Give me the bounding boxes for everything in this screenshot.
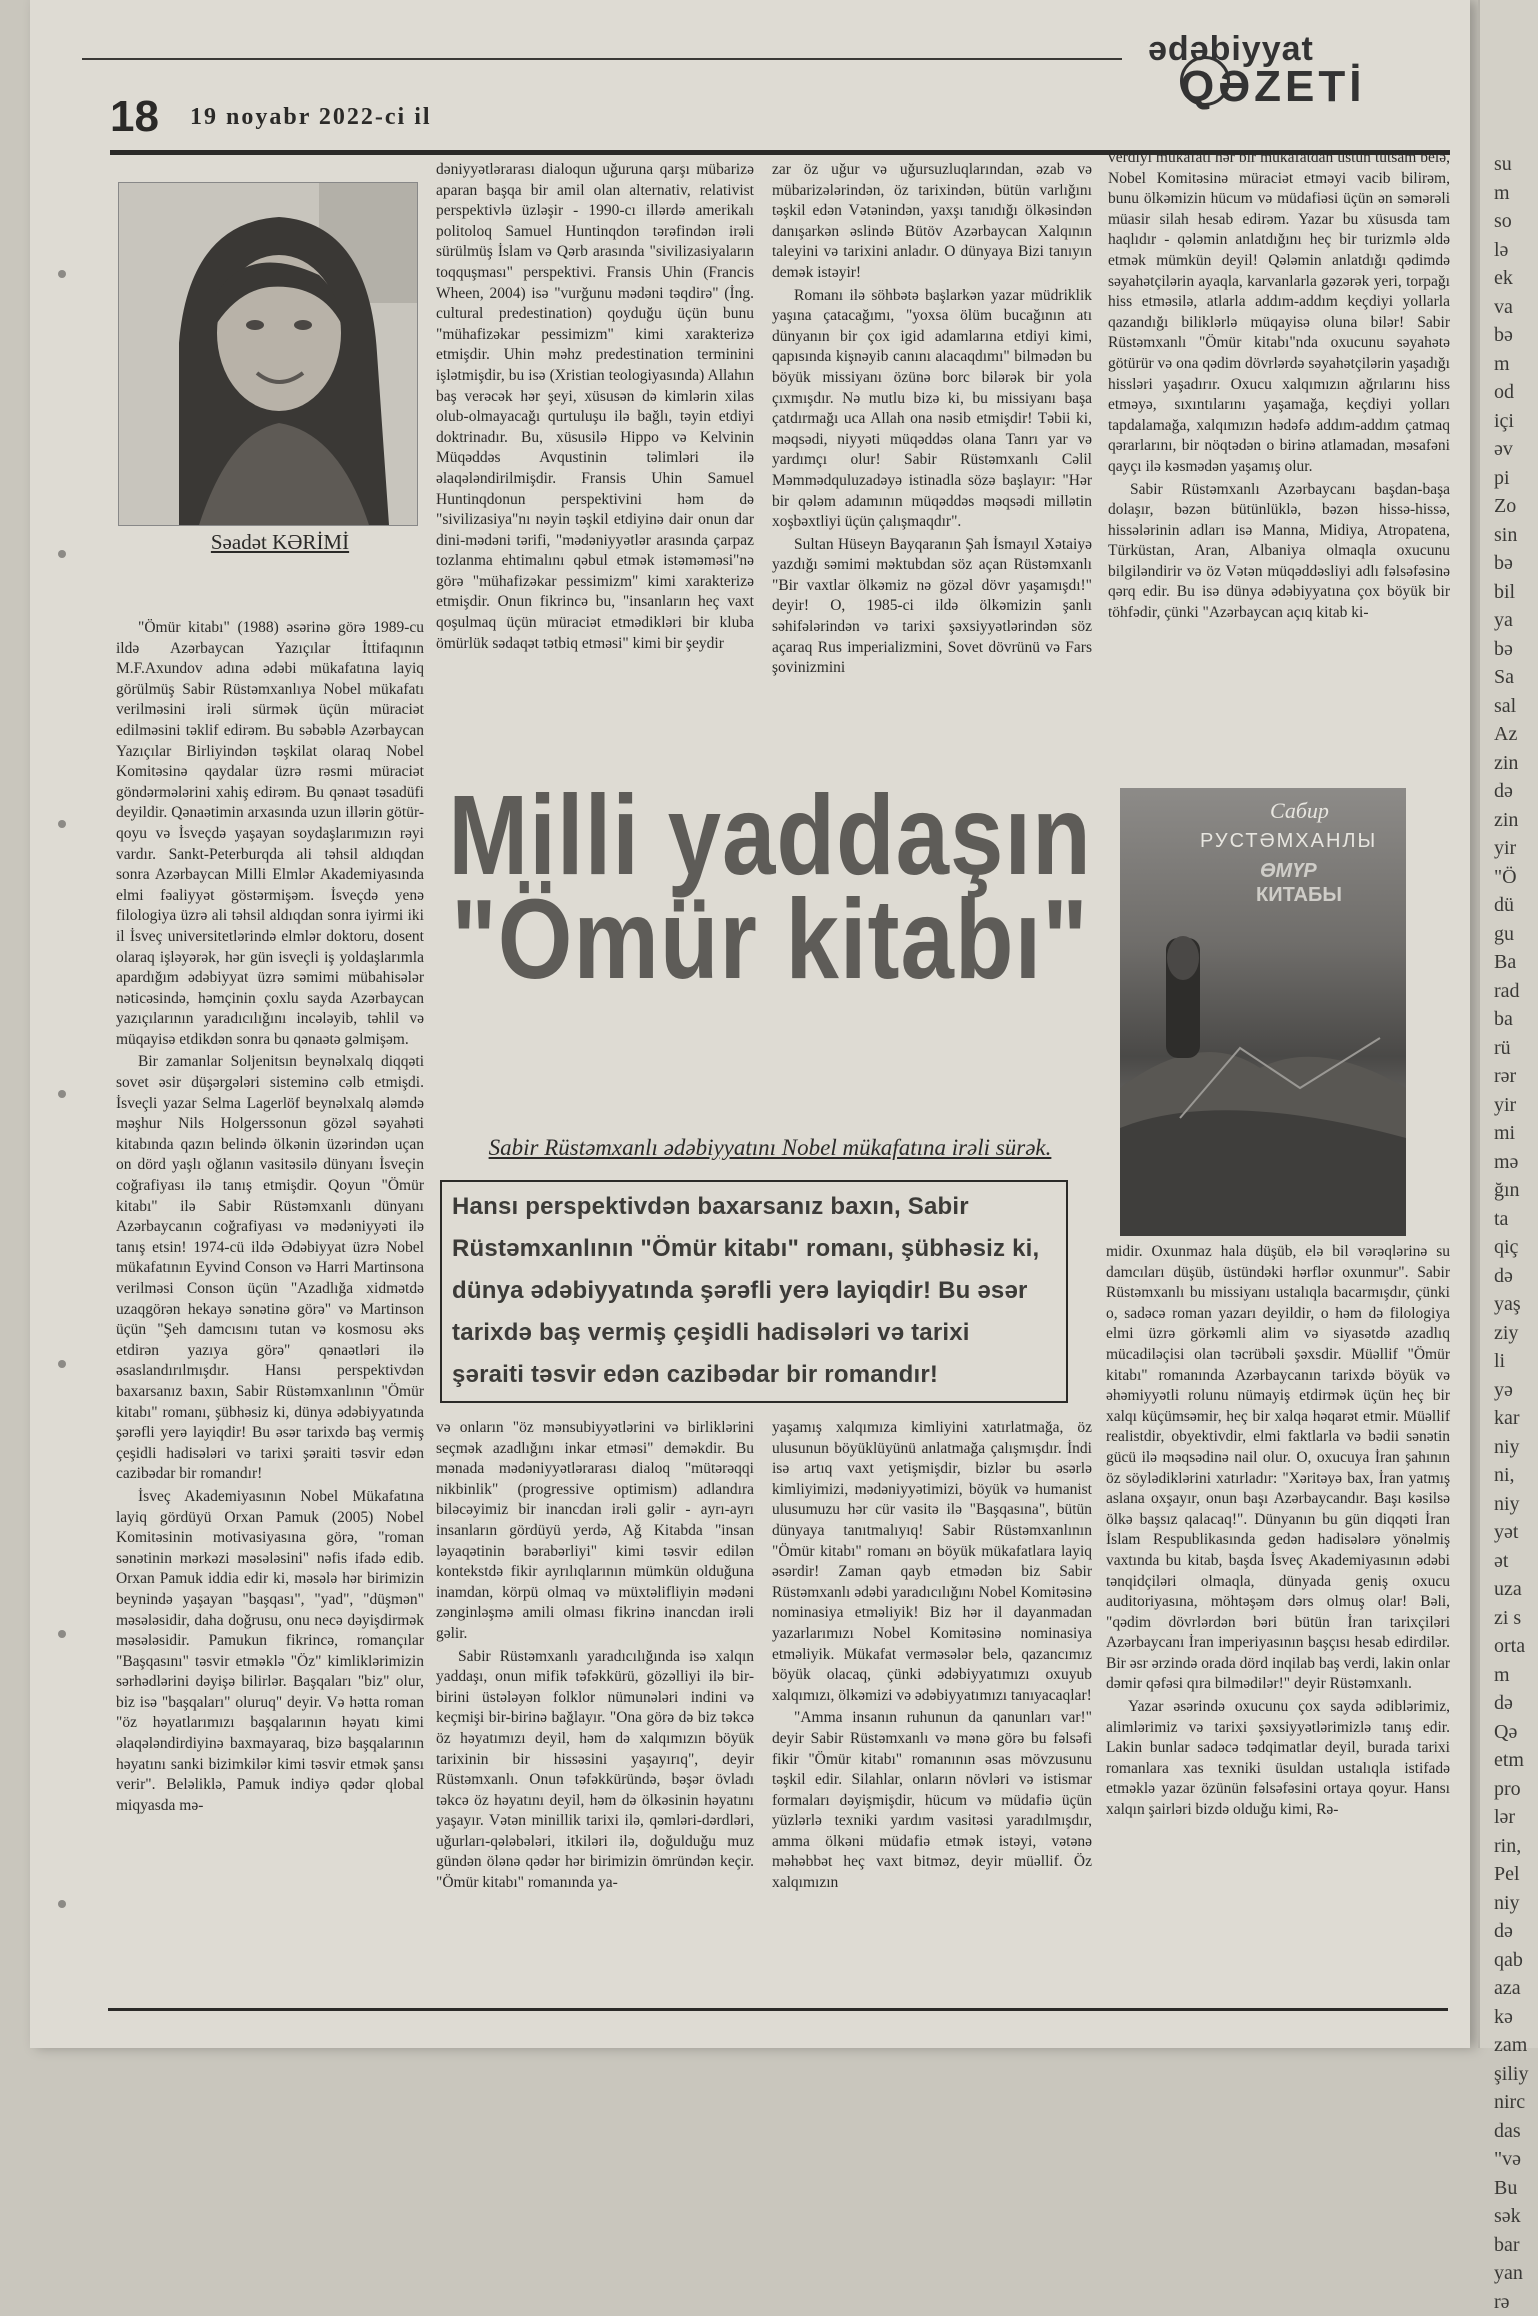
paragraph: yaşamış xalqımıza kimliyini xatırlatmağa, öz ulusunun böyüklüyünü anlatmağa çalışmışdır. İndi isə artıq vaxt yetişmişdir, bizlər bu əsərlə kimliyimizi, mədəniyyətimizi, böyük və humanist ulusumuzu hər cür vasitə ilə "Başqasına", bütün dünyaya tanıtmalıyıq! Sabir Rüstəmxanlının "Ömür kitabı" romanı ən böyük mükafatlara layiq əsərdir! Zaman qayb etmədən biz Sabir Rüstəmxanlı ədəbi yaradıcılığını Nobel Komitəsinə nominasiya etməliyik! Biz hər il dayanmadan yazarlarımızı Nobel Komitəsinə nominasiya etməliyik. Mükafat verməsələr belə, qazancımız böyük olacaq, çünki ədəbiyyatımızı oxuyub xalqımızı, ölkəmizi və ədəbiyyatımızı tanıyacaqlar! — [772, 1418, 1092, 1706]
next-page-fragment: bar — [1480, 2231, 1538, 2260]
next-page-fragment: rin, — [1480, 1832, 1538, 1861]
next-page-fragment: etm — [1480, 1746, 1538, 1775]
paragraph: İsveç Akademiyasının Nobel Mükafatına layiq gördüyü Orxan Pamuk (2005) Nobel Komitəsinin motivasiyasına görə, "roman sənətinin mərkəzi məsələsini" nəfis ifadə edib. Orxan Pamuk iddia edir ki, məsələ hər birimizin beynində yaşayan "başqası", "yad", "düşmən" məsələsidir, daha doğrusu, onu necə dəyişdirmək məsələsidir. Pamukun fikrincə, romançılar "Başqasını" təsvir etməklə "Öz" kimliklərimizin sərhədlərini dəyişə bilirlər. Başqaları "biz" olur, biz isə "başqaları" oluruq" deyir. Və hətta roman "öz həyatlarımızı başqalarının həyatı kimi əlaqələndirdiyinə baxmayaraq, bizə başqalarının həyatını sanki bizimkilər kimi təsvir etmək şansı verir". Beləliklə, Pamuk indiyə qədər qlobal miqyasda mə- — [116, 1487, 424, 1817]
next-page-fragment: zam — [1480, 2031, 1538, 2060]
binding-hole-icon — [58, 1900, 66, 1908]
next-page-fragment: rə — [1480, 2288, 1538, 2316]
column-4-top — [1108, 148, 1450, 778]
next-page-fragment: yir — [1480, 1091, 1538, 1120]
next-page-fragment: sal — [1480, 692, 1538, 721]
issue-date: 19 noyabr 2022-ci il — [190, 104, 432, 131]
next-page-fragment: mi — [1480, 1119, 1538, 1148]
paragraph: "Amma insanın ruhunun da qanunları var!" deyir Sabir Rüstəmxanlı və mənə görə bu fəlsəfi fikir "Ömür kitabı" romanının əsas mövzusunu təşkil edir. Silahlar, onların növləri və istismar formaları dəyişmişdir, hücum və müdafiə üçün yüzlərlə texniki yardım vasitəsi yaradılmışdır, amma ölkəni müdafiə etmək istəyi, vətənə məhəbbət heç vaxt bitməz, deyir müəllif. Öz xalqımızın — [772, 1708, 1092, 1893]
next-page-fragment: bə — [1480, 321, 1538, 350]
paragraph: verdiyi mükafatı hər bir mükafatdan üstün tutsam belə, Nobel Komitəsinə müraciət etməyi vacib bilirəm, bunu ölkəmizin hücum və müdafiəsi üçün ən səmərəli müasir silah hesab edirəm. Yazar bu xüsusda tam haqlıdır - qələmin anlatdığını heç bir turizmlə əldə etmək mümkün deyil! Qələmin anlatdığı qədimdə səyahətçilərin ayaqla, karvanlarla gəzərək yeri, torpağı hiss etməsilə, atlarla addım-addım keçdiyi yollarla qazandığı biliklərlə müqayisə oluna bilər! Sabir Rüstəmxanlı "Ömür kitabı"nda oxucunu səyahətə götürür və ona qədim dövrlərdə səyahətçilərin yaşadığı hissləri yaşadırır. Oxucu xalqımızın ağrılarını hiss etməyə, sıxıntılarını yaşamağa, keçdiyi yolları tapdalamağa, xalqımızın hədəfə addım-addım çatmaq qərarlarını, bir nöqtədən o birinə atlamadan, məsafəni qayçı ilə kəsmədən yaşamış olur. — [1108, 148, 1450, 478]
next-page-fragment: aza — [1480, 1974, 1538, 2003]
next-page-fragment: ya — [1480, 606, 1538, 635]
lead-line: dünya ədəbiyyatında şərəfli yerə layiqdir! Bu əsər — [452, 1270, 1056, 1312]
next-page-fragment: yir — [1480, 834, 1538, 863]
binding-hole-icon — [58, 550, 66, 558]
next-page-fragment: m — [1480, 1661, 1538, 1690]
next-page-fragment: niy — [1480, 1433, 1538, 1462]
next-page-fragment: das — [1480, 2117, 1538, 2146]
paragraph: Bir zamanlar Soljenitsın beynəlxalq diqqəti sovet əsir düşərgələri sisteminə cəlb etmişdi. İsveçli yazar Selma Lagerlöf beynəlxalq aləmdə məşhur Nils Holgerssonun gözəl səyahəti kitabında qazın belində ölkənin üzərindən uçan on dörd yaşlı oğlanın vasitəsilə dünyanı İsveçin coğrafiyası ilə tanış etmişdir. Qoyun "Ömür kitabı" ilə Sabir Rüstəmxanlı dünyanı Azərbaycanın coğrafiyası və mədəniyyəti ilə tanış etsin! 1974-cü ildə Ədəbiyyat üzrə Nobel mükafatının Eyvind Conson və Harri Martinsona verilməsi Conson üçün "Azadlığa xidmətdə uzaqgörən hekayə sənətinə görə" və Martinson üçün "Şeh damcısını tutan və kosmosu əks etdirən yazıya görə" qənaətləri ilə əsaslandırılmışdır. Hansı perspektivdən baxarsanız baxın, Sabir Rüstəmxanlının "Ömür kitabı" romanı, şübhəsiz ki, dünya ədəbiyyatında şərəfli yerə layiqdir! Bu əsər tarixdə baş vermiş çeşidli hadisələri və tarixi şəraiti təsvir edən cazibədar bir romandır! — [116, 1052, 424, 1484]
next-page-fragment: Zo — [1480, 492, 1538, 521]
next-page-fragment: "və — [1480, 2145, 1538, 2174]
next-page-fragment: rü — [1480, 1034, 1538, 1063]
book-title-3: КИТАБЫ — [1256, 884, 1342, 907]
next-page-fragment: orta — [1480, 1632, 1538, 1661]
next-page-fragment: va — [1480, 293, 1538, 322]
paragraph: dəniyyətlərarası dialoqun uğuruna qarşı mübarizə aparan başqa bir amil olan alternativ, relativist perspektivlə üzləşir - 1990-cı illərdə amerikalı politoloq Samuel Huntinqdon tərəfindən irəli sürülmüş İslam və Qərb arasında "sivilizasiyaların toqquşması" perspektivi. Fransis Uhin (Francis Wheen, 2004) isə "vurğunu mədəni təqdirə" (İng. cultural predestination) qoyduğu üçün bunu "mühafizəkar pessimizm" kimi xarakterizə etmişdir. Uhin məhz predestination terminini işlətmişdir, bu isə (Xristian teologiyasında) Allahın baş verəcək hər şeyi, xüsusən də kimlərin xilas olub-olmayacağı qurtuluşu ilə bağlı, təyin etdiyi doktrinadır. Bu, xüsusilə Hippo və Kelvinin Müqəddəs Avqustinin təlimləri ilə əlaqələndirilmişdir. Fransis Uhin Samuel Huntinqdonun perspektivini həm də "sivilizasiya"nı nəyin təşkil etdiyinə dair onun dar dini-mədəni tərifi, "mədəniyyətlər arasında çarpaz tozlanma ehtimalını qəbul etmək istəməməsi"nə görə "mühafizəkar pessimizm" kimi xarakterizə etmişdir. Onun fikrincə bu, "insanların heç vaxt qoşulmaq üçün müraciət etmədikləri bir kluba ömürlük sədaqət tətbiq etməsi" kimi bir şeydir — [436, 160, 754, 654]
next-page-fragment: qiç — [1480, 1233, 1538, 1262]
next-page-fragment: rad — [1480, 977, 1538, 1006]
next-page-fragment: ğın — [1480, 1176, 1538, 1205]
next-page-fragment: yan — [1480, 2259, 1538, 2288]
next-page-fragment: gu — [1480, 920, 1538, 949]
newspaper-page — [30, 0, 1470, 2048]
next-page-fragment: qab — [1480, 1946, 1538, 1975]
next-page-fragment: od — [1480, 378, 1538, 407]
next-page-fragment: sək — [1480, 2202, 1538, 2231]
next-page-fragment: də — [1480, 1262, 1538, 1291]
next-page-fragment: ta — [1480, 1205, 1538, 1234]
paragraph: Sabir Rüstəmxanlı yaradıcılığında isə xalqın yaddaşı, onun mifik təfəkkürü, gözəlliyi ilə bir-birini üstələyən folklor nümunələri indini və keçmişi bir-birinə bağlayır. "Ona görə də biz təkcə öz həyatımızı deyil, həm də xalqımızın böyük tarixinin bir hissəsini yaşayırıq", deyir Rüstəmxanlı. Onun təfəkküründə, bəşər övladı təkcə öz həyatını deyil, həm də ölkəsinin həyatını yaşayır. Vətən minillik tarixi ilə, qəmləri-dərdləri, uğurları-qələbələri, itkiləri ilə, doğulduğu muz gündən ölənə qədər hər birimizin ömründən keçir. "Ömür kitabı" romanında ya- — [436, 1647, 754, 1894]
next-page-fragment: kə — [1480, 2003, 1538, 2032]
column-4-bottom — [1106, 1242, 1450, 2010]
next-page-fragment: əv — [1480, 435, 1538, 464]
next-page-fragment: Pel — [1480, 1860, 1538, 1889]
next-page-fragment: Qə — [1480, 1718, 1538, 1747]
paragraph: midir. Oxunmaz hala düşüb, elə bil vərəqlərinə su damcıları düşüb, üstündəki hərflər oxunmur". Sabir Rüstəmxanlı bu missiyanı ustalıqla bacarmışdır, çünki o, sadəcə roman yazarı deyildir, o həm də filologiya elmi üzrə görkəmli alim və siyasətdə azadlıq mücadiləçisi olan təcrübəli şəxsdir. Müəllif "Ömür kitabı" romanında Azərbaycanın tarixdə böyük və əhəmiyyətli rolunu nümayiş etdirmək üçün heç bir xalqı küçümsəmir, heç bir xalqa həqarət etmir. Müəllif realistdir, obyektivdir, elmi faktlarla və bədii sənətin gücü ilə məqsədinə nail olur. O, oxucuya İran şahının öz söylədiklərini xatırladır: "Xəritəyə bax, İran yatmış aslana oxşayır, onun başı Azərbaycandır. Başı kəsilsə ölkə başsız qalacaq!". Dünyanın bu gün diqqəti İran İslam Respublikasında gedən hadisələrə yönəlmiş vaxtında bu kitab, başda İsveç Akademiyasının ədəbi tənqidçiləri olmaqla, dünyada geniş oxucu auditoriyasına, möhtəşəm dərs olmuş olar! Bəli, "qədim dövrlərdən bəri bütün İran tarixçiləri Azərbaycanı İran imperiyasının başçısı hesab edirdilər. Bir əsr ərzində orada dörd inqilab baş verdi, lakin onlar dəmir qəfəsi qıra bilmədilər!" deyir Rüstəmxanlı. — [1106, 1242, 1450, 1695]
column-3-top — [772, 160, 1092, 800]
book-author: Сабир — [1270, 798, 1329, 824]
next-page-fragment: sin — [1480, 521, 1538, 550]
next-page-fragment: bə — [1480, 635, 1538, 664]
bottom-rule — [108, 2008, 1448, 2011]
author-name: Səadət KƏRİMİ — [180, 530, 380, 555]
next-page-fragment: zin — [1480, 806, 1538, 835]
next-page-fragment: nirc — [1480, 2088, 1538, 2117]
next-page-fragment: də — [1480, 777, 1538, 806]
next-page-fragment: yə — [1480, 1376, 1538, 1405]
lead-line: tarixdə baş vermiş çeşidli hadisələri və tarixi — [452, 1312, 1056, 1354]
next-page-fragment: ek — [1480, 264, 1538, 293]
top-rule — [82, 58, 1122, 60]
paragraph: zar öz uğur və uğursuzluqlarından, əzab və mübarizələrindən, öz tarixindən, bütün varlığını təşkil edən Vətənindən, yaxşı tanıdığı ölkəsindən danışarkən əslində Bütöv Azərbaycan Xalqının taleyini və tarixini anladır. O dünyaya Bizi tanıyın demək istəyir! — [772, 160, 1092, 284]
author-portrait-icon — [119, 183, 417, 525]
lead-line: Hansı perspektivdən baxarsanız baxın, Sabir — [452, 1186, 1056, 1228]
next-page-fragment: lər — [1480, 1803, 1538, 1832]
column-2-bottom — [436, 1418, 754, 2006]
lead-line: şəraiti təsvir edən cazibədar bir romandır! — [452, 1354, 1056, 1396]
binding-hole-icon — [58, 270, 66, 278]
paragraph: Sultan Hüseyn Bayqaranın Şah İsmayıl Xətaiyə yazdığı səmimi məktubdan söz açan Rüstəmxanlı "Bir vaxtlar ölkəmiz nə gözəl dövr yaşamışdı!" deyir! O, 1985-ci ildə ölkəmizin şanlı səhifələrindən və tarixi şəxsiyyətlərindən söz açaraq Rus imperializmini, Sovet dövrünü və Fars şovinizmini — [772, 535, 1092, 679]
next-page-fragment: m — [1480, 350, 1538, 379]
next-page-fragment: pi — [1480, 464, 1538, 493]
column-3-bottom — [772, 1418, 1092, 2006]
paragraph: və onların "öz mənsubiyyətlərini və birliklərini seçmək azadlığını inkar etməsi" deməkdir. Bu mənada mədəniyyətlərarası dialoq "mütərəqqi nikbinlik" (progressive optimism) adlandıra biləcəyimiz bir inancdan irəli gəlir - ayrı-ayrı insanların gördüyü yerdə, Ağ Kitabda "insan ləyaqətinin bərabərliyi" kimi təsvir edilən kontekstdə fikir ayrılıqlarının mümkün olduğuna inamdan, körpü olmaq və müxtəlifliyin mədəni zənginləşmə amili olması fikrinə inancdan irəli gəlir. — [436, 1418, 754, 1645]
next-page-fragment: kar — [1480, 1404, 1538, 1433]
binding-hole-icon — [58, 1630, 66, 1638]
binding-hole-icon — [58, 1360, 66, 1368]
next-page-fragment: mə — [1480, 1148, 1538, 1177]
headline-line-2: "Ömür kitabı" — [440, 879, 1100, 1002]
page-number: 18 — [110, 92, 159, 142]
next-page-fragment: uza — [1480, 1575, 1538, 1604]
next-page-fragment: ni, — [1480, 1461, 1538, 1490]
next-page-fragment: Sa — [1480, 663, 1538, 692]
next-page-fragment: ət — [1480, 1547, 1538, 1576]
masthead-top: ədəbiyyat — [1148, 30, 1314, 69]
paragraph: Romanı ilə söhbətə başlarkən yazar müdriklik yaşına çatacağımı, "yoxsa ölüm bucağının atı dünyanın bir çox igid adamlarına etdiyi kimi, qapısında kişnəyib canını alacaqdımı" bilmədən bu böyük missiyanı özünə borc bilərək bir yola çıxmışdır. Nə mutlu bizə ki, bu missiyanı başa çatdırmağı uca Allah ona nəsib etmişdir! Təbii ki, məqsədi, niyyəti müqəddəs olana Tanrı yar və yardımçı olur! Sabir Rüstəmxanlı Cəlil Məmmədquluzadəyə istinadla sözə başlayır: "Hər bir qələm adamının müqəddəs məqsədi millətin xoşbəxtliyi üçün çalışmaqdır". — [772, 286, 1092, 533]
book-cover-image — [1120, 788, 1406, 1236]
next-page-fragment: dü — [1480, 891, 1538, 920]
masthead-bottom: QƏZETİ — [1180, 62, 1366, 112]
next-page-fragment: şiliy — [1480, 2060, 1538, 2089]
book-cover-art-icon — [1120, 788, 1406, 1236]
next-page-fragment: ziy — [1480, 1319, 1538, 1348]
next-page-fragment: niy — [1480, 1889, 1538, 1918]
next-page-fragment: də — [1480, 1917, 1538, 1946]
next-page-fragment: yət — [1480, 1518, 1538, 1547]
binding-hole-icon — [58, 820, 66, 828]
next-page-fragment: "Ö — [1480, 863, 1538, 892]
headline-line-1: Milli yaddaşın — [440, 775, 1100, 898]
paragraph: Yazar əsərində oxucunu çox sayda ədiblərimiz, alimlərimiz və tarixi şəxsiyyətlərimizlə tanış edir. Lakin bunlar sadəcə tədqimatlar deyil, burada tarixi romanlara xas texniki üsuldan ustalıqla istifadə etməklə yazar özünün fəlsəfəsini ortaya qoyur. Hansı xalqın şairləri bizdə olduğu kimi, Rə- — [1106, 1697, 1450, 1821]
next-page-fragment: Bu — [1480, 2174, 1538, 2203]
book-title-2: ӨМҮР — [1260, 860, 1317, 883]
lead-box — [440, 1180, 1068, 1403]
next-page-fragment: Ba — [1480, 948, 1538, 977]
next-page-fragment: niy — [1480, 1490, 1538, 1519]
next-page-fragment: so — [1480, 207, 1538, 236]
binding-hole-icon — [58, 1090, 66, 1098]
column-2-top — [436, 160, 754, 800]
next-page-fragment: də — [1480, 1689, 1538, 1718]
paragraph: Sabir Rüstəmxanlı Azərbaycanı başdan-başa dolaşır, bəzən bütünlüklə, bəzən hissə-hissə, hissələrinin adları isə Manna, Midiya, Atropatena, Türküstan, Aran, Albaniya olmaqla oxucunu bilgiləndirir və öz Vətən müqəddəsliyi adlı fəlsəfəsinə qərq edir. Bu isə dünya ədəbiyyatına çox böyük bir töhfədir, çünki "Azərbaycan açıq kitab ki- — [1108, 480, 1450, 624]
book-title-1: РУСТӘМХАНЛЫ — [1200, 830, 1377, 853]
headline — [440, 784, 1100, 992]
next-page-fragment: içi — [1480, 407, 1538, 436]
next-page-fragment: rər — [1480, 1062, 1538, 1091]
next-page-fragment: lə — [1480, 236, 1538, 265]
next-page-fragment: zi s — [1480, 1604, 1538, 1633]
next-page-fragment: pro — [1480, 1775, 1538, 1804]
next-page-fragment: zin — [1480, 749, 1538, 778]
lead-line: Rüstəmxanlının "Ömür kitabı" romanı, şübhəsiz ki, — [452, 1228, 1056, 1270]
adjacent-page-edge — [1478, 0, 1538, 2048]
next-page-fragment: yaş — [1480, 1290, 1538, 1319]
next-page-fragment: li — [1480, 1347, 1538, 1376]
next-page-fragment: bil — [1480, 578, 1538, 607]
column-1 — [116, 618, 424, 2000]
next-page-fragment: bə — [1480, 549, 1538, 578]
next-page-fragment: ba — [1480, 1005, 1538, 1034]
next-page-fragment: Az — [1480, 720, 1538, 749]
next-page-fragment: m — [1480, 179, 1538, 208]
next-page-fragment: su — [1480, 150, 1538, 179]
author-photo — [118, 182, 418, 526]
subheadline: Sabir Rüstəmxanlı ədəbiyyatını Nobel mükafatına irəli sürək. — [450, 1135, 1090, 1161]
paragraph: "Ömür kitabı" (1988) əsərinə görə 1989-cu ildə Azərbaycan Yazıçılar İttifaqının M.F.Axundov adına ədəbi mükafatına layiq görülmüş Sabir Rüstəmxanlıya Nobel mükafatı verilməsini irəli sürmək üçün müraciət edilməsini təklif edirəm. Bu səbəblə Azərbaycan Yazıçılar Birliyindən təşkilat olaraq Nobel Komitəsinə qaydalar üzrə rəsmi müraciət göndərmələrini xahiş edirəm. Bu qənaət təsadüfi deyildir. Qənaətimin arxasında uzun illərin götür-qoyu və İsveçdə yaşayan soydaşlarımızın rəyi vardır. Sankt-Peterburqda ali təhsil aldıqdan sonra Azərbaycan Milli Elmlər Akademiyasında elmi fəaliyyət göstərmişəm. İsveçdə yenə filologiya üzrə ali təhsil aldıqdan sonra iyirmi iki il İsveç universitetlərində elmlər doktoru, dosent olaraq işləyərək, hər gün isveçli iş yoldaşlarımla apardığım ədəbiyyat üzrə səmimi mübahisələr nəticəsində, həmçinin çoxlu sayda Azərbaycan yazıçılarının yaradıcılığını incələyib, təhlil və müqayisə etdikdən sonra bu qənaətə gəlmişəm. — [116, 618, 424, 1050]
